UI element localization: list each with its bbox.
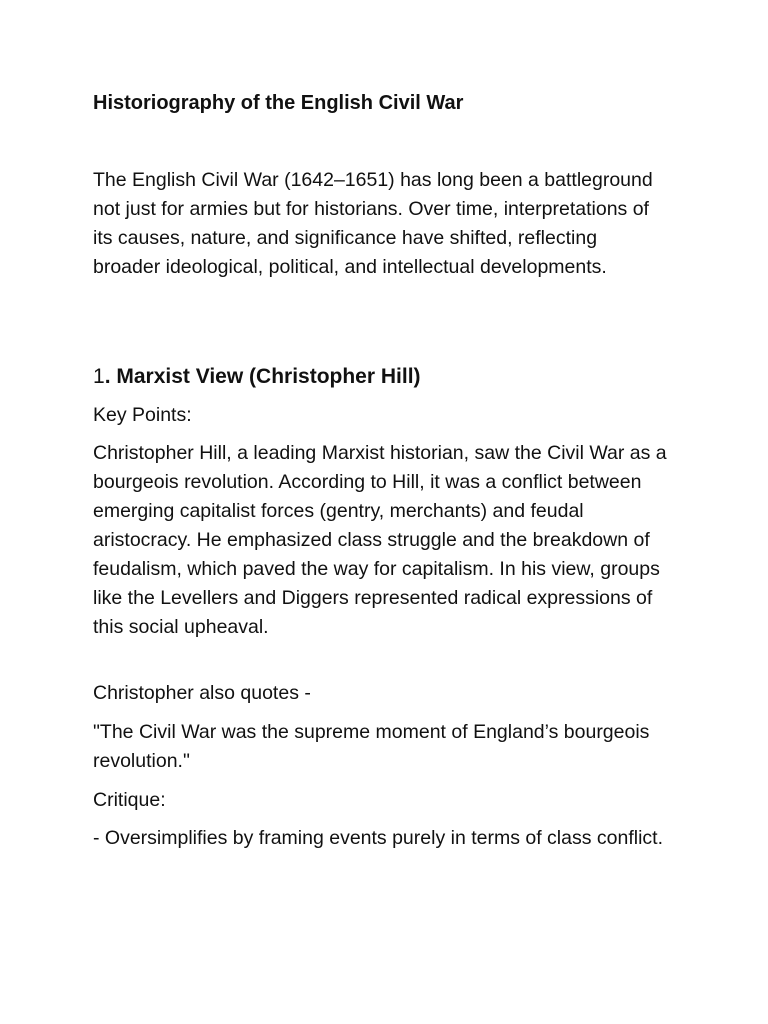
section-title: . Marxist View (Christopher Hill) (104, 365, 421, 388)
key-points-label: Key Points: (93, 404, 192, 426)
critique-label: Critique: (93, 789, 166, 811)
section-number: 1 (93, 365, 105, 388)
hill-quote: "The Civil War was the supreme moment of England’s bourgeois revolution." (93, 721, 650, 772)
section-heading-marxist (93, 361, 713, 393)
document-title: Historiography of the English Civil War (93, 92, 464, 114)
quote-intro: Christopher also quotes - (93, 682, 311, 704)
critique-item: - Oversimplifies by framing events purely in terms of class conflict. (93, 827, 664, 849)
intro-paragraph: The English Civil War (1642–1651) has long been a battleground not just for armies but for historians. Over time, interpretations of its causes, nature, and significance have shifted, reflecting broader ideological, political, and intellectual developments. (93, 169, 653, 278)
hill-paragraph: Christopher Hill, a leading Marxist historian, saw the Civil War as a bourgeois revolution. According to Hill, it was a conflict between emerging capitalist forces (gentry, merchants) and feudal aristocracy. He emphasized class struggle and the breakdown of feudalism, which paved the way for capitalism. In his view, groups like the Levellers and Diggers represented radical expressions of this social upheaval. (93, 442, 667, 638)
